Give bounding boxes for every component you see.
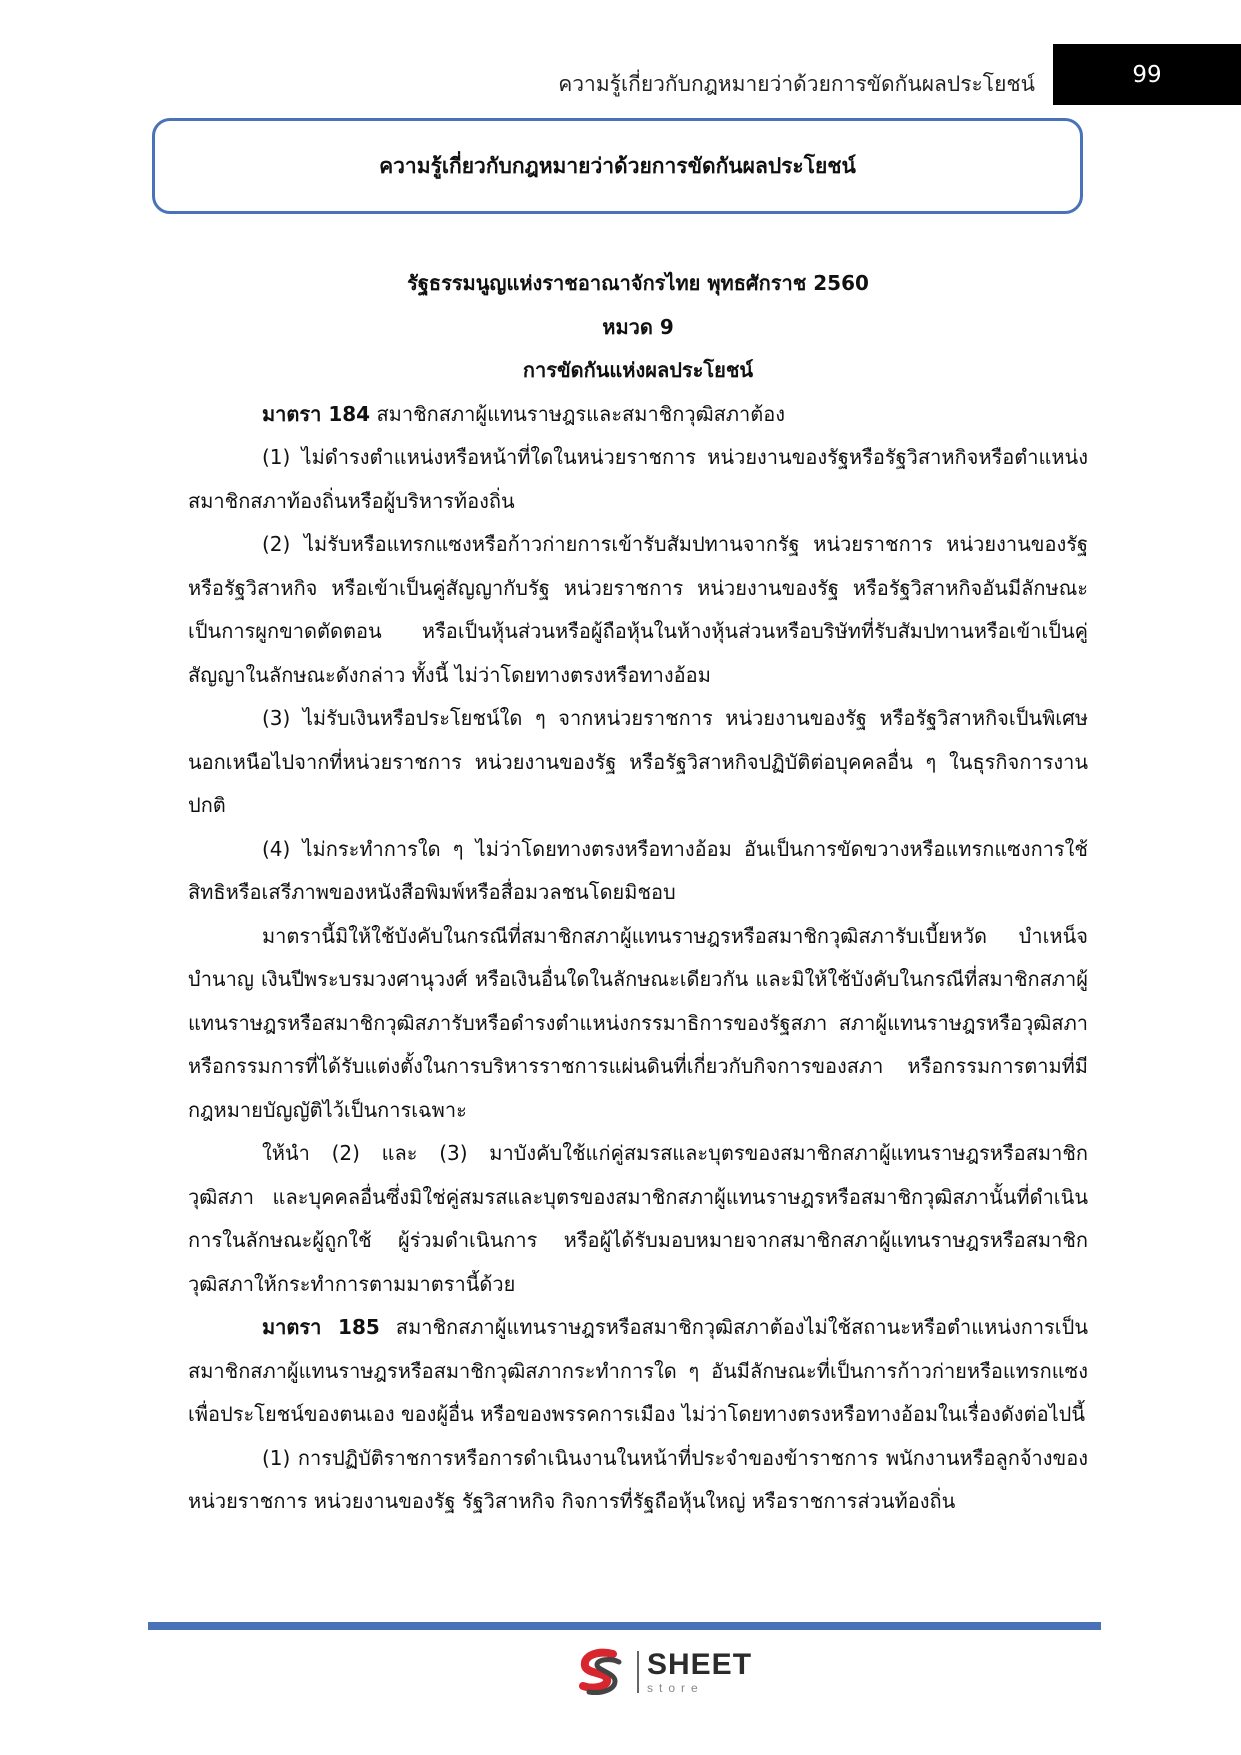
paragraph-185-1: (1) การปฏิบัติราชการหรือการดำเนินงานในหน้าที่ประจำของข้าราชการ พนักงานหรือลูกจ้างของหน่วยราชการ หน่วยงานของรัฐ รัฐวิสาหกิจ กิจการที่รัฐถือหุ้นใหญ่ หรือราชการส่วนท้องถิ่น [188,1445,1088,1513]
logo-divider [637,1651,639,1693]
sheet-store-s-icon [575,1646,627,1698]
title-box-text: ความรู้เกี่ยวกับกฎหมายว่าด้วยการขัดกันผลประโยชน์ [379,153,856,178]
title-box [152,118,1083,214]
section-185-text: สมาชิกสภาผู้แทนราษฎรหรือสมาชิกวุฒิสภาต้องไม่ใช้สถานะหรือตำแหน่งการเป็นสมาชิกสภาผู้แทนราษฎรหรือสมาชิกวุฒิสภากระทำการใด ๆ อันมีลักษณะที่เป็นการก้าวก่ายหรือแทรกแซงเพื่อประโยชน์ของตนเอง ของผู้อื่น หรือของพรรคการเมือง ไม่ว่าโดยทางตรงหรือทางอ้อมในเรื่องดังต่อไปนี้ [188,1315,1088,1426]
heading-chapter: หมวด 9 [602,314,674,339]
page-number-box [1053,44,1241,105]
paragraph-184-1: (1) ไม่ดำรงตำแหน่งหรือหน้าที่ใดในหน่วยราชการ หน่วยงานของรัฐหรือรัฐวิสาหกิจหรือตำแหน่งสมาชิกสภาท้องถิ่นหรือผู้บริหารท้องถิ่น [188,445,1088,513]
sheet-store-logo [575,1644,752,1700]
heading-chapter-title: การขัดกันแห่งผลประโยชน์ [522,358,754,382]
paragraph-184-4: (4) ไม่กระทำการใด ๆ ไม่ว่าโดยทางตรงหรือทางอ้อม อันเป็นการขัดขวางหรือแทรกแซงการใช้สิทธิหรือเสรีภาพของหนังสือพิมพ์หรือสื่อมวลชนโดยมิชอบ [188,836,1088,904]
page-number: 99 [1132,61,1162,88]
section-184-intro [188,393,1088,437]
section-185-intro [188,1306,1088,1437]
section-184-label: มาตรา 184 [262,401,371,426]
footer-rule [148,1622,1101,1630]
heading-constitution: รัฐธรรมนูญแห่งราชอาณาจักรไทย พุทธศักราช 2560 [407,271,869,295]
running-header-title: ความรู้เกี่ยวกับกฎหมายว่าด้วยการขัดกันผลประโยชน์ [558,72,1035,96]
section-184-text: สมาชิกสภาผู้แทนราษฎรและสมาชิกวุฒิสภาต้อง [370,401,786,426]
logo-subtext: store [647,1681,704,1695]
section-185-label: มาตรา 185 [262,1315,380,1339]
paragraph-184-2: (2) ไม่รับหรือแทรกแซงหรือก้าวก่ายการเข้ารับสัมปทานจากรัฐ หน่วยราชการ หน่วยงานของรัฐหรือรัฐวิสาหกิจ หรือเข้าเป็นคู่สัญญากับรัฐ หน่วยราชการ หน่วยงานของรัฐ หรือรัฐวิสาหกิจอันมีลักษณะเป็นการผูกขาดตัดตอน หรือเป็นหุ้นส่วนหรือผู้ถือหุ้นในห้างหุ้นส่วนหรือบริษัทที่รับสัมปทานหรือเข้าเป็นคู่สัญญาในลักษณะดังกล่าว ทั้งนี้ ไม่ว่าโดยทางตรงหรือทางอ้อม [188,532,1088,687]
logo-word: SHEET [647,1648,753,1681]
paragraph-184-exception: มาตรานี้มิให้ใช้บังคับในกรณีที่สมาชิกสภาผู้แทนราษฎรหรือสมาชิกวุฒิสภารับเบี้ยหวัด บำเหน็จบำนาญ เงินปีพระบรมวงศานุวงศ์ หรือเงินอื่นใดในลักษณะเดียวกัน และมิให้ใช้บังคับในกรณีที่สมาชิกสภาผู้แทนราษฎรหรือสมาชิกวุฒิสภารับหรือดำรงตำแหน่งกรรมาธิการของรัฐสภา สภาผู้แทนราษฎรหรือวุฒิสภา หรือกรรมการที่ได้รับแต่งตั้งในการบริหารราชการแผ่นดินที่เกี่ยวกับกิจการของสภา หรือกรรมการตามที่มีกฎหมายบัญญัติไว้เป็นการเฉพาะ [188,923,1088,1122]
paragraph-184-3: (3) ไม่รับเงินหรือประโยชน์ใด ๆ จากหน่วยราชการ หน่วยงานของรัฐ หรือรัฐวิสาหกิจเป็นพิเศษนอกเหนือไปจากที่หน่วยราชการ หน่วยงานของรัฐ หรือรัฐวิสาหกิจปฏิบัติต่อบุคคลอื่น ๆ ในธุรกิจการงานปกติ [188,706,1089,817]
document-body [188,262,1088,1524]
logo-text [647,1650,752,1694]
paragraph-184-application: ให้นำ (2) และ (3) มาบังคับใช้แก่คู่สมรสและบุตรของสมาชิกสภาผู้แทนราษฎรหรือสมาชิกวุฒิสภา และบุคคลอื่นซึ่งมิใช่คู่สมรสและบุตรของสมาชิกสภาผู้แทนราษฎรหรือสมาชิกวุฒิสภานั้นที่ดำเนินการในลักษณะผู้ถูกใช้ ผู้ร่วมดำเนินการ หรือผู้ได้รับมอบหมายจากสมาชิกสภาผู้แทนราษฎรหรือสมาชิกวุฒิสภาให้กระทำการตามมาตรานี้ด้วย [188,1141,1088,1296]
